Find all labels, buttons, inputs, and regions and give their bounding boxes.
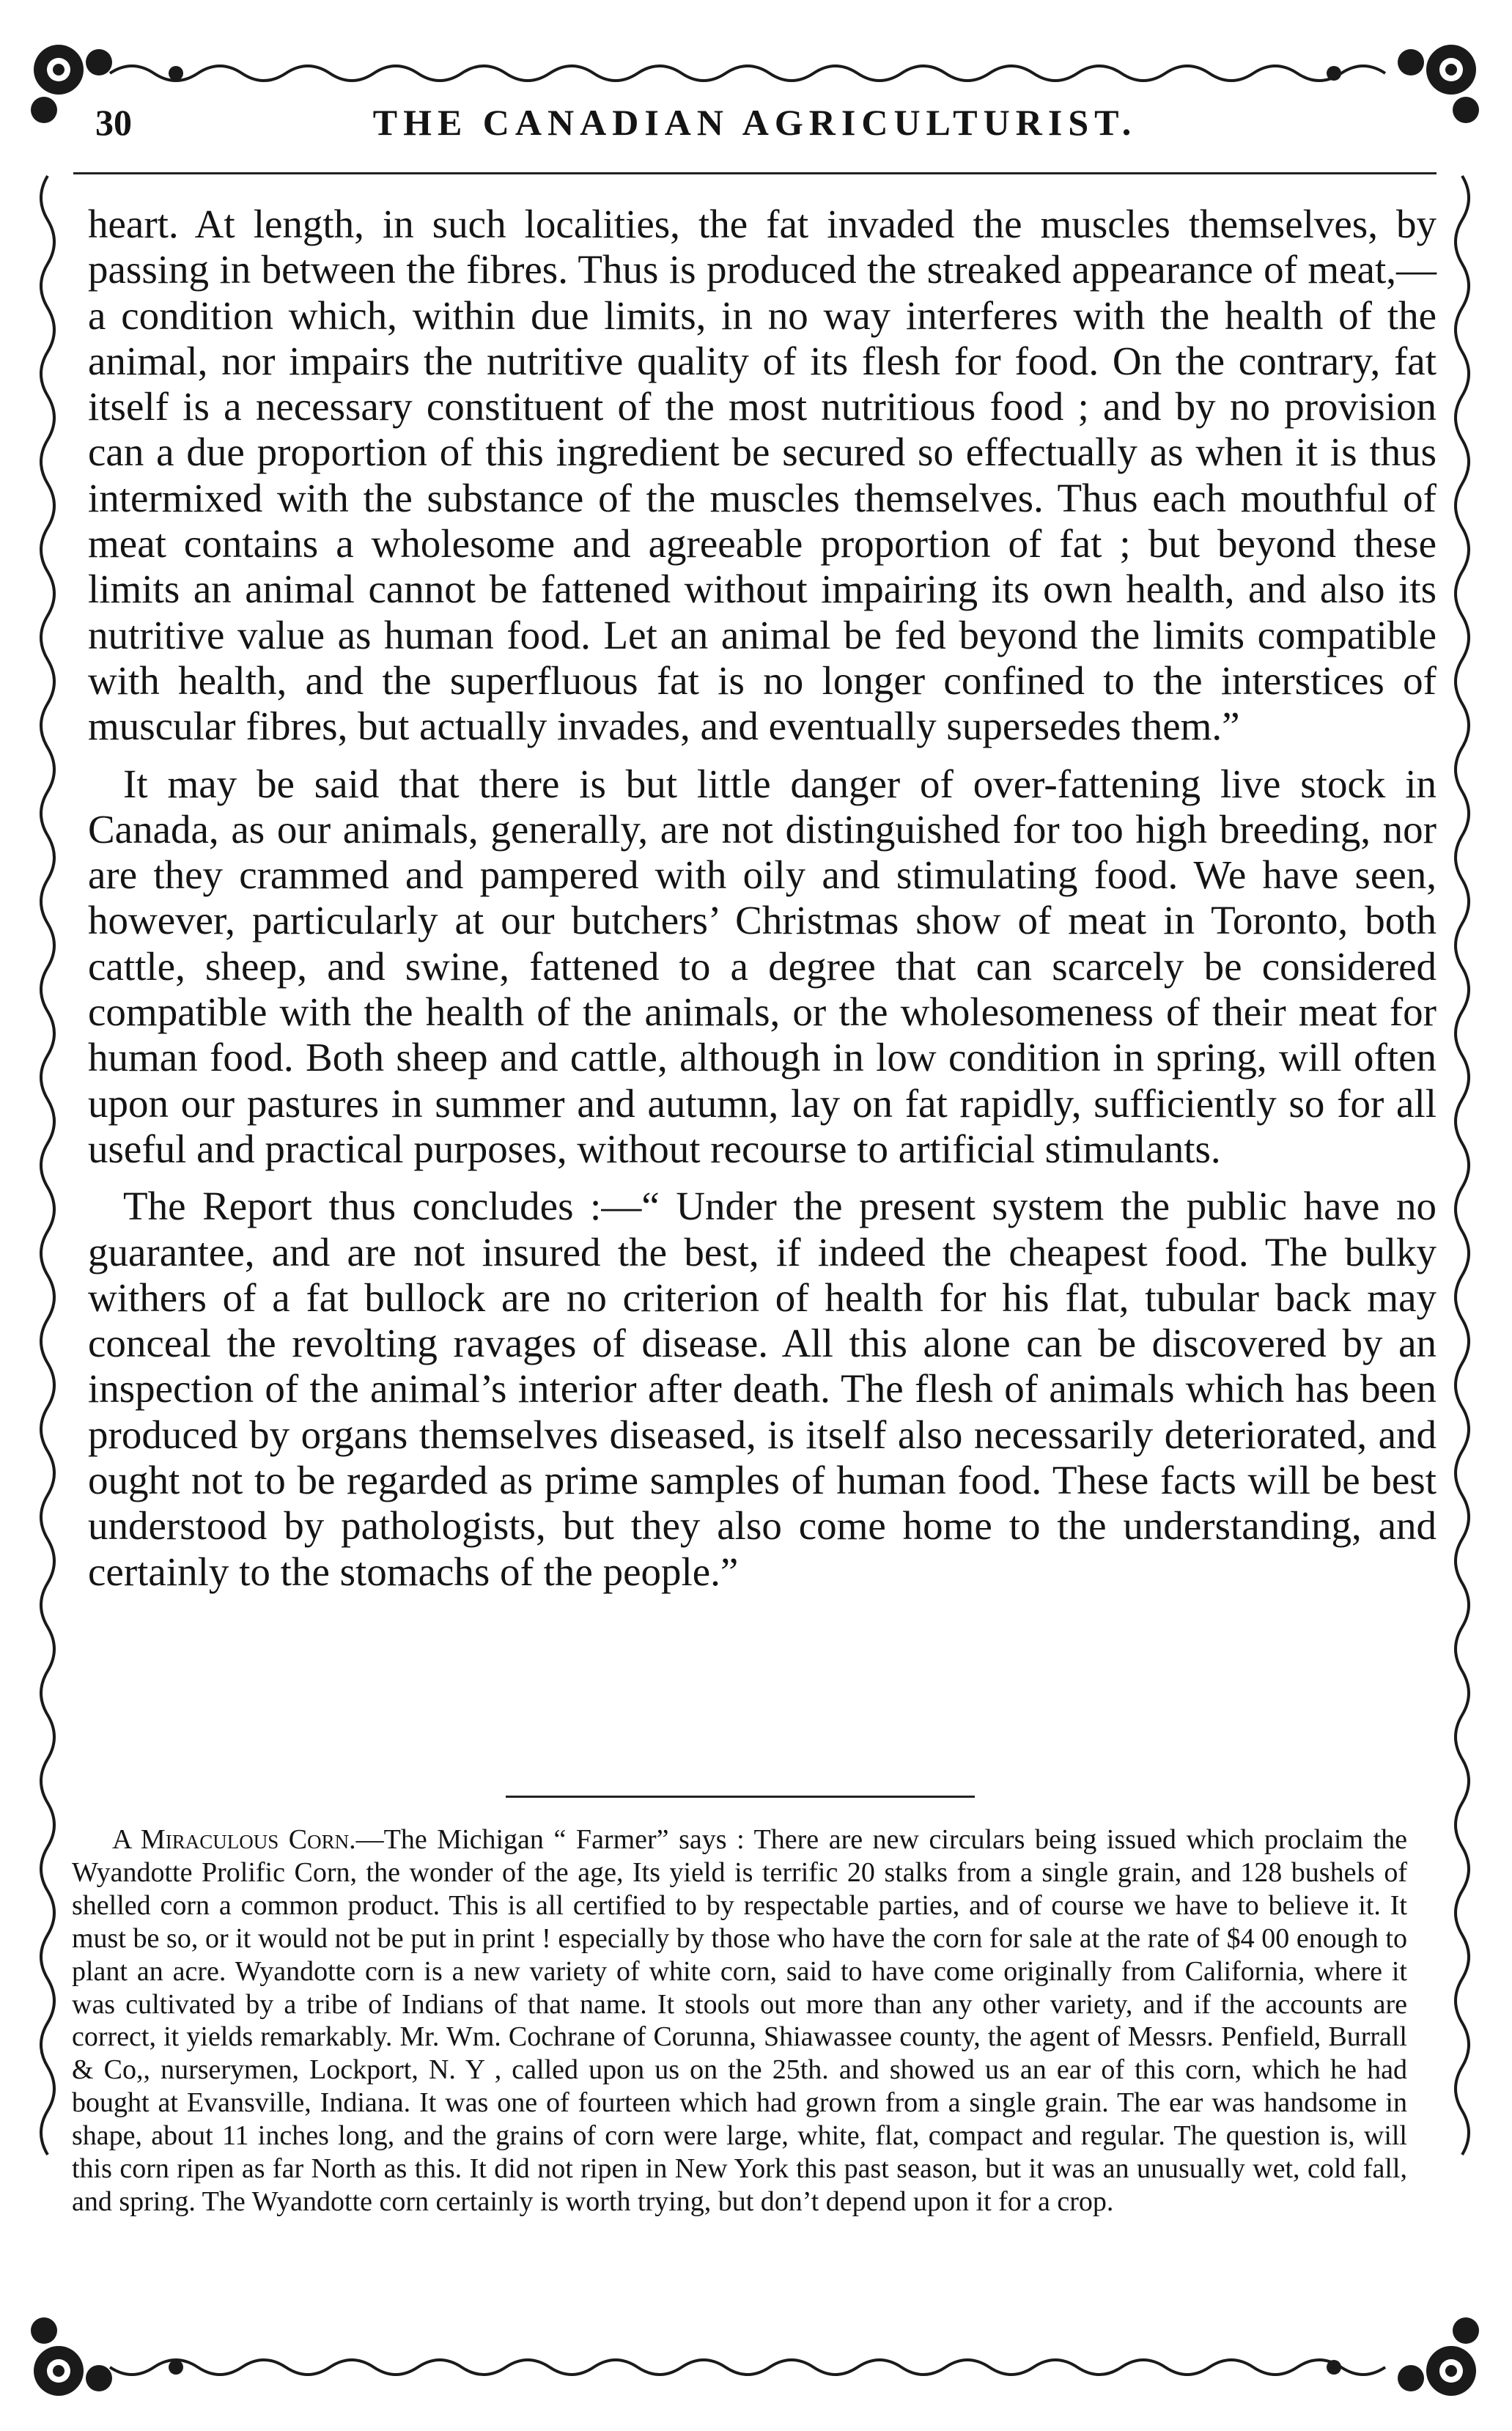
top-flourish-left [169,66,183,81]
bottom-border-line [110,2360,1385,2375]
running-title: THE CANADIAN AGRICULTURIST. [372,102,1137,143]
page-number: 30 [95,102,132,143]
header-rule [73,172,1437,174]
paragraph-3: The Report thus concludes :—“ Under the present system the public have no guarantee, and are not insured the best, if indeed the cheapest food. The bulky withers of a fat bullock are no criterion of health for his flat, tubular back may conceal the revolting ravages of disease. All this alone can be discovered by an inspection of the animal’s interior after death. The flesh of animals which has been produced by organs themselves diseased, is itself also necessarily deteriorated, and ought not to be regarded as prime samples of human food. These facts will be best understood by pathologists, but they also come home to the understanding, and certainly to the stomachs of the people.” [88,1184,1437,1594]
article-body [88,202,1437,1595]
page-header [73,95,1437,154]
corner-ornament-bottom-left [31,2317,112,2396]
footnote-article [72,1823,1407,2218]
paragraph-2: It may be said that there is but little danger of over-fattening live stock in Canada, as our animals, generally, are not distinguished for too high breeding, nor are they crammed and pampered with oily and stimulating food. We have seen, however, particularly at our butchers’ Christmas show of meat in Toronto, both cattle, sheep, and swine, fattened to a degree that can scarcely be considered compatible with the health of the animals, or the wholesomeness of their meat for human food. Both sheep and cattle, although in low condition in spring, will often upon our pastures in summer and autumn, lay on fat rapidly, sufficiently so for all useful and practical purposes, without recourse to artificial stimulants. [88,761,1437,1171]
section-divider [506,1796,975,1798]
footnote-heading: A Miraculous Corn. [112,1824,356,1855]
footnote-text: —The Michigan “ Farmer” says : There are new circulars being issued which proclaim the Wyandotte Prolific Corn, the wonder of the age, Its yield is terrific 20 stalks from a single grain, and 128 bushels of shelled corn a common product. This is all certified to by respectable parties, and of course we have to believe it. It must be so, or it would not be put in print ! especially by those who have the corn for sale at the rate of $4 00 enough to plant an acre. Wyandotte corn is a new variety of white corn, said to have come originally from California, where it was cultivated by a tribe of Indians of that name. It stools out more than any other variety, and if the accounts are correct, it yields remarkably. Mr. Wm. Cochrane of Corunna, Shiawassee county, the agent of Messrs. Penfield, Burrall & Co,, nurserymen, Lockport, N. Y , called upon us on the 25th. and showed us an ear of this corn, which he had bought at Evansville, Indiana. It was one of fourteen which had grown from a single grain. The ear was handsome in shape, about 11 inches long, and the grains of corn were large, white, flat, compact and regular. The question is, will this corn ripen as far North as this. It did not ripen in New York this past season, but it was an unusually wet, cold fall, and spring. The Wyandotte corn certainly is worth trying, but don’t depend upon it for a crop. [72,1824,1407,2217]
bottom-flourish-right [1327,2360,1341,2375]
paragraph-1: heart. At length, in such localities, the fat invaded the muscles themselves, by passing in between the fibres. Thus is produced the streaked appearance of meat,—a condition which, within due limits, in no way interferes with the health of the animal, nor impairs the nutritive quality of its flesh for food. On the contrary, fat itself is a necessary constituent of the most nutritious food ; and by no provision can a due proportion of this ingredient be secured so effectually as when it is thus intermixed with the substance of the muscles themselves. Thus each mouthful of meat contains a wholesome and agreeable proportion of fat ; but beyond these limits an animal cannot be fattened without impairing its own health, and also its nutritive value as human food. Let an animal be fed beyond the limits compatible with health, and the superfluous fat is no longer confined to the interstices of muscular fibres, but actually invades, and eventually supersedes them.” [88,202,1437,749]
right-border-line [1456,176,1469,2155]
top-flourish-right [1327,66,1341,81]
top-border-line [110,66,1385,81]
bottom-flourish-left [169,2360,183,2375]
left-border-line [41,176,54,2155]
corner-ornament-bottom-right [1398,2317,1479,2396]
